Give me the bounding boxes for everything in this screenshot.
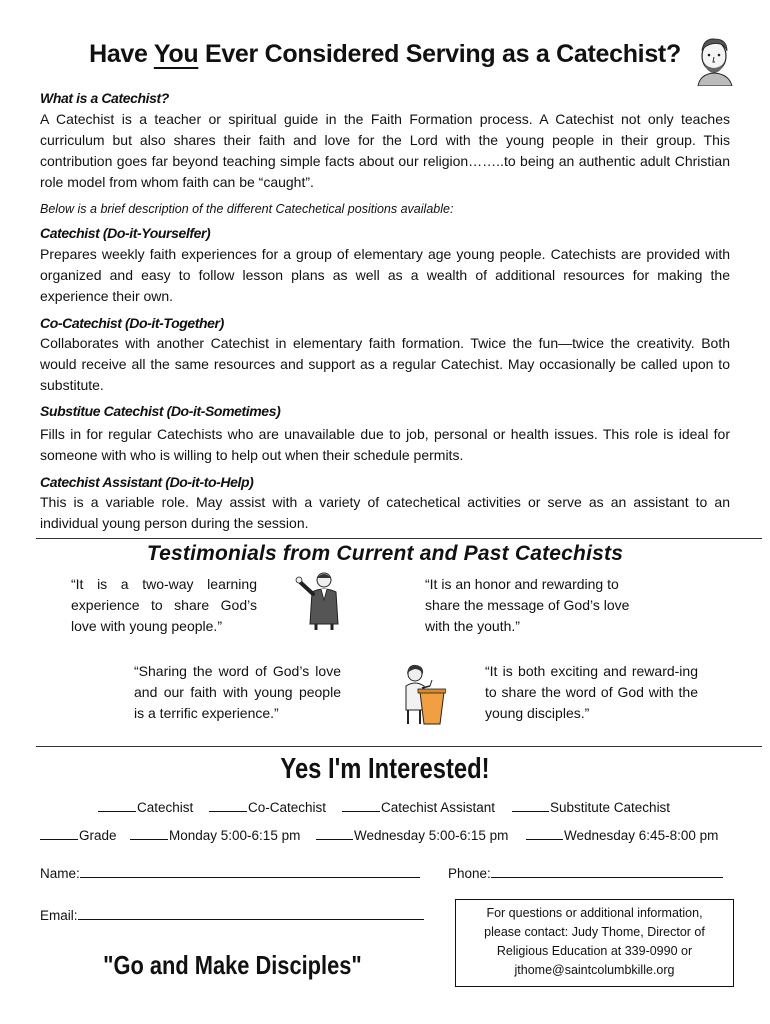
contact-email[interactable]: jthome@saintcolumbkille.org [514,963,675,977]
speaker-man-icon [294,570,346,630]
title-part2: Ever Considered Serving as a Catechist? [198,40,681,68]
email-label: Email: [40,908,78,923]
position-heading-co-catechist: Co-Catechist (Do-it-Together) [40,315,224,331]
position-text-co-catechist: Collaborates with another Catechist in elementary faith formation. Twice the fun—twice the creativity. Both would receive all the same resources and support as a regular Catechist. May occasionally be called upon to substitute. [40,335,730,393]
position-text-catechist: Prepares weekly faith experiences for a group of elementary age young people. Catechists are provided with organized and easy to follow lesson plans as well as a wealth of additional resources for making the experience their own. [40,246,730,304]
grade-blank [40,825,78,840]
contact-line-2: please contact: Judy Thome, Director of [484,925,705,939]
grade-option[interactable]: Grade [40,825,117,843]
time-option-wednesday-late[interactable]: Wednesday 6:45-8:00 pm [526,825,718,843]
testimonial-quote-1: “It is a two-way learning experience to share God’s love with young people.” [71,576,257,634]
testimonial-quote-2: “It is an honor and rewarding to share the message of God’s love with the youth.” [425,576,630,634]
contact-line-1: For questions or additional information, [486,906,703,920]
position-heading-catechist: Catechist (Do-it-Yourselfer) [40,225,211,241]
divider-bottom [36,746,762,747]
motto: "Go and Make Disciples" [103,950,362,980]
role-blank [512,797,549,812]
email-field[interactable] [40,905,424,923]
role-blank [98,797,136,812]
role-option-substitute[interactable]: Substitute Catechist [512,797,670,815]
phone-label: Phone: [448,866,491,881]
signup-title: Yes I'm Interested! [280,753,490,785]
name-label: Name: [40,866,80,881]
positions-intro: Below is a brief description of the different Catechetical positions available: [40,202,454,216]
testimonial-quote-3: “Sharing the word of God’s love and our faith with young people is a terrific experience.” [134,663,341,721]
time-option-monday[interactable]: Monday 5:00-6:15 pm [130,825,300,843]
title-you: You [153,40,199,68]
position-heading-substitute: Substitue Catechist (Do-it-Sometimes) [40,403,281,419]
role-option-co-catechist[interactable]: Co-Catechist [209,797,326,815]
time-blank [526,825,563,840]
email-line[interactable] [78,905,424,920]
divider-top [36,538,762,539]
role-options-row [98,797,193,815]
phone-field[interactable] [448,863,723,881]
portrait-sketch-icon [692,36,738,86]
page-title [0,40,770,69]
what-is-text: A Catechist is a teacher or spiritual guide in the Faith Formation process. A Catechist not only teaches curriculum but also shares their faith and love for the Lord with the young people in their group. This contribution goes far beyond teaching simple facts about our religion……..to being an authentic adult Christian role model from whom faith can be “caught”. [40,111,730,190]
time-option-wednesday-early[interactable]: Wednesday 5:00-6:15 pm [316,825,508,843]
time-blank [316,825,353,840]
position-text-substitute: Fills in for regular Catechists who are unavailable due to job, personal or health issues. This role is ideal for someone with who is willing to help out when their schedule permits. [40,426,730,463]
phone-line[interactable] [491,863,723,878]
position-heading-assistant: Catechist Assistant (Do-it-to-Help) [40,474,254,490]
speaker-woman-podium-icon [400,662,446,726]
contact-box [455,899,734,987]
title-part1: Have [89,40,154,68]
time-blank [130,825,168,840]
testimonials-title: Testimonials from Current and Past Catechists [146,542,624,565]
name-field[interactable] [40,863,420,881]
position-text-assistant: This is a variable role. May assist with a variety of catechetical activities or serve as an assistant to an individual young person during the session. [40,494,730,531]
role-blank [209,797,247,812]
name-line[interactable] [80,863,420,878]
testimonial-quote-4: “It is both exciting and reward-ing to share the word of God with the young disciples.” [485,663,698,721]
role-option-catechist[interactable]: Catechist [98,800,193,815]
what-is-heading: What is a Catechist? [40,90,169,106]
contact-line-3: Religious Education at 339-0990 or [496,944,693,958]
role-blank [342,797,380,812]
role-option-assistant[interactable]: Catechist Assistant [342,797,495,815]
